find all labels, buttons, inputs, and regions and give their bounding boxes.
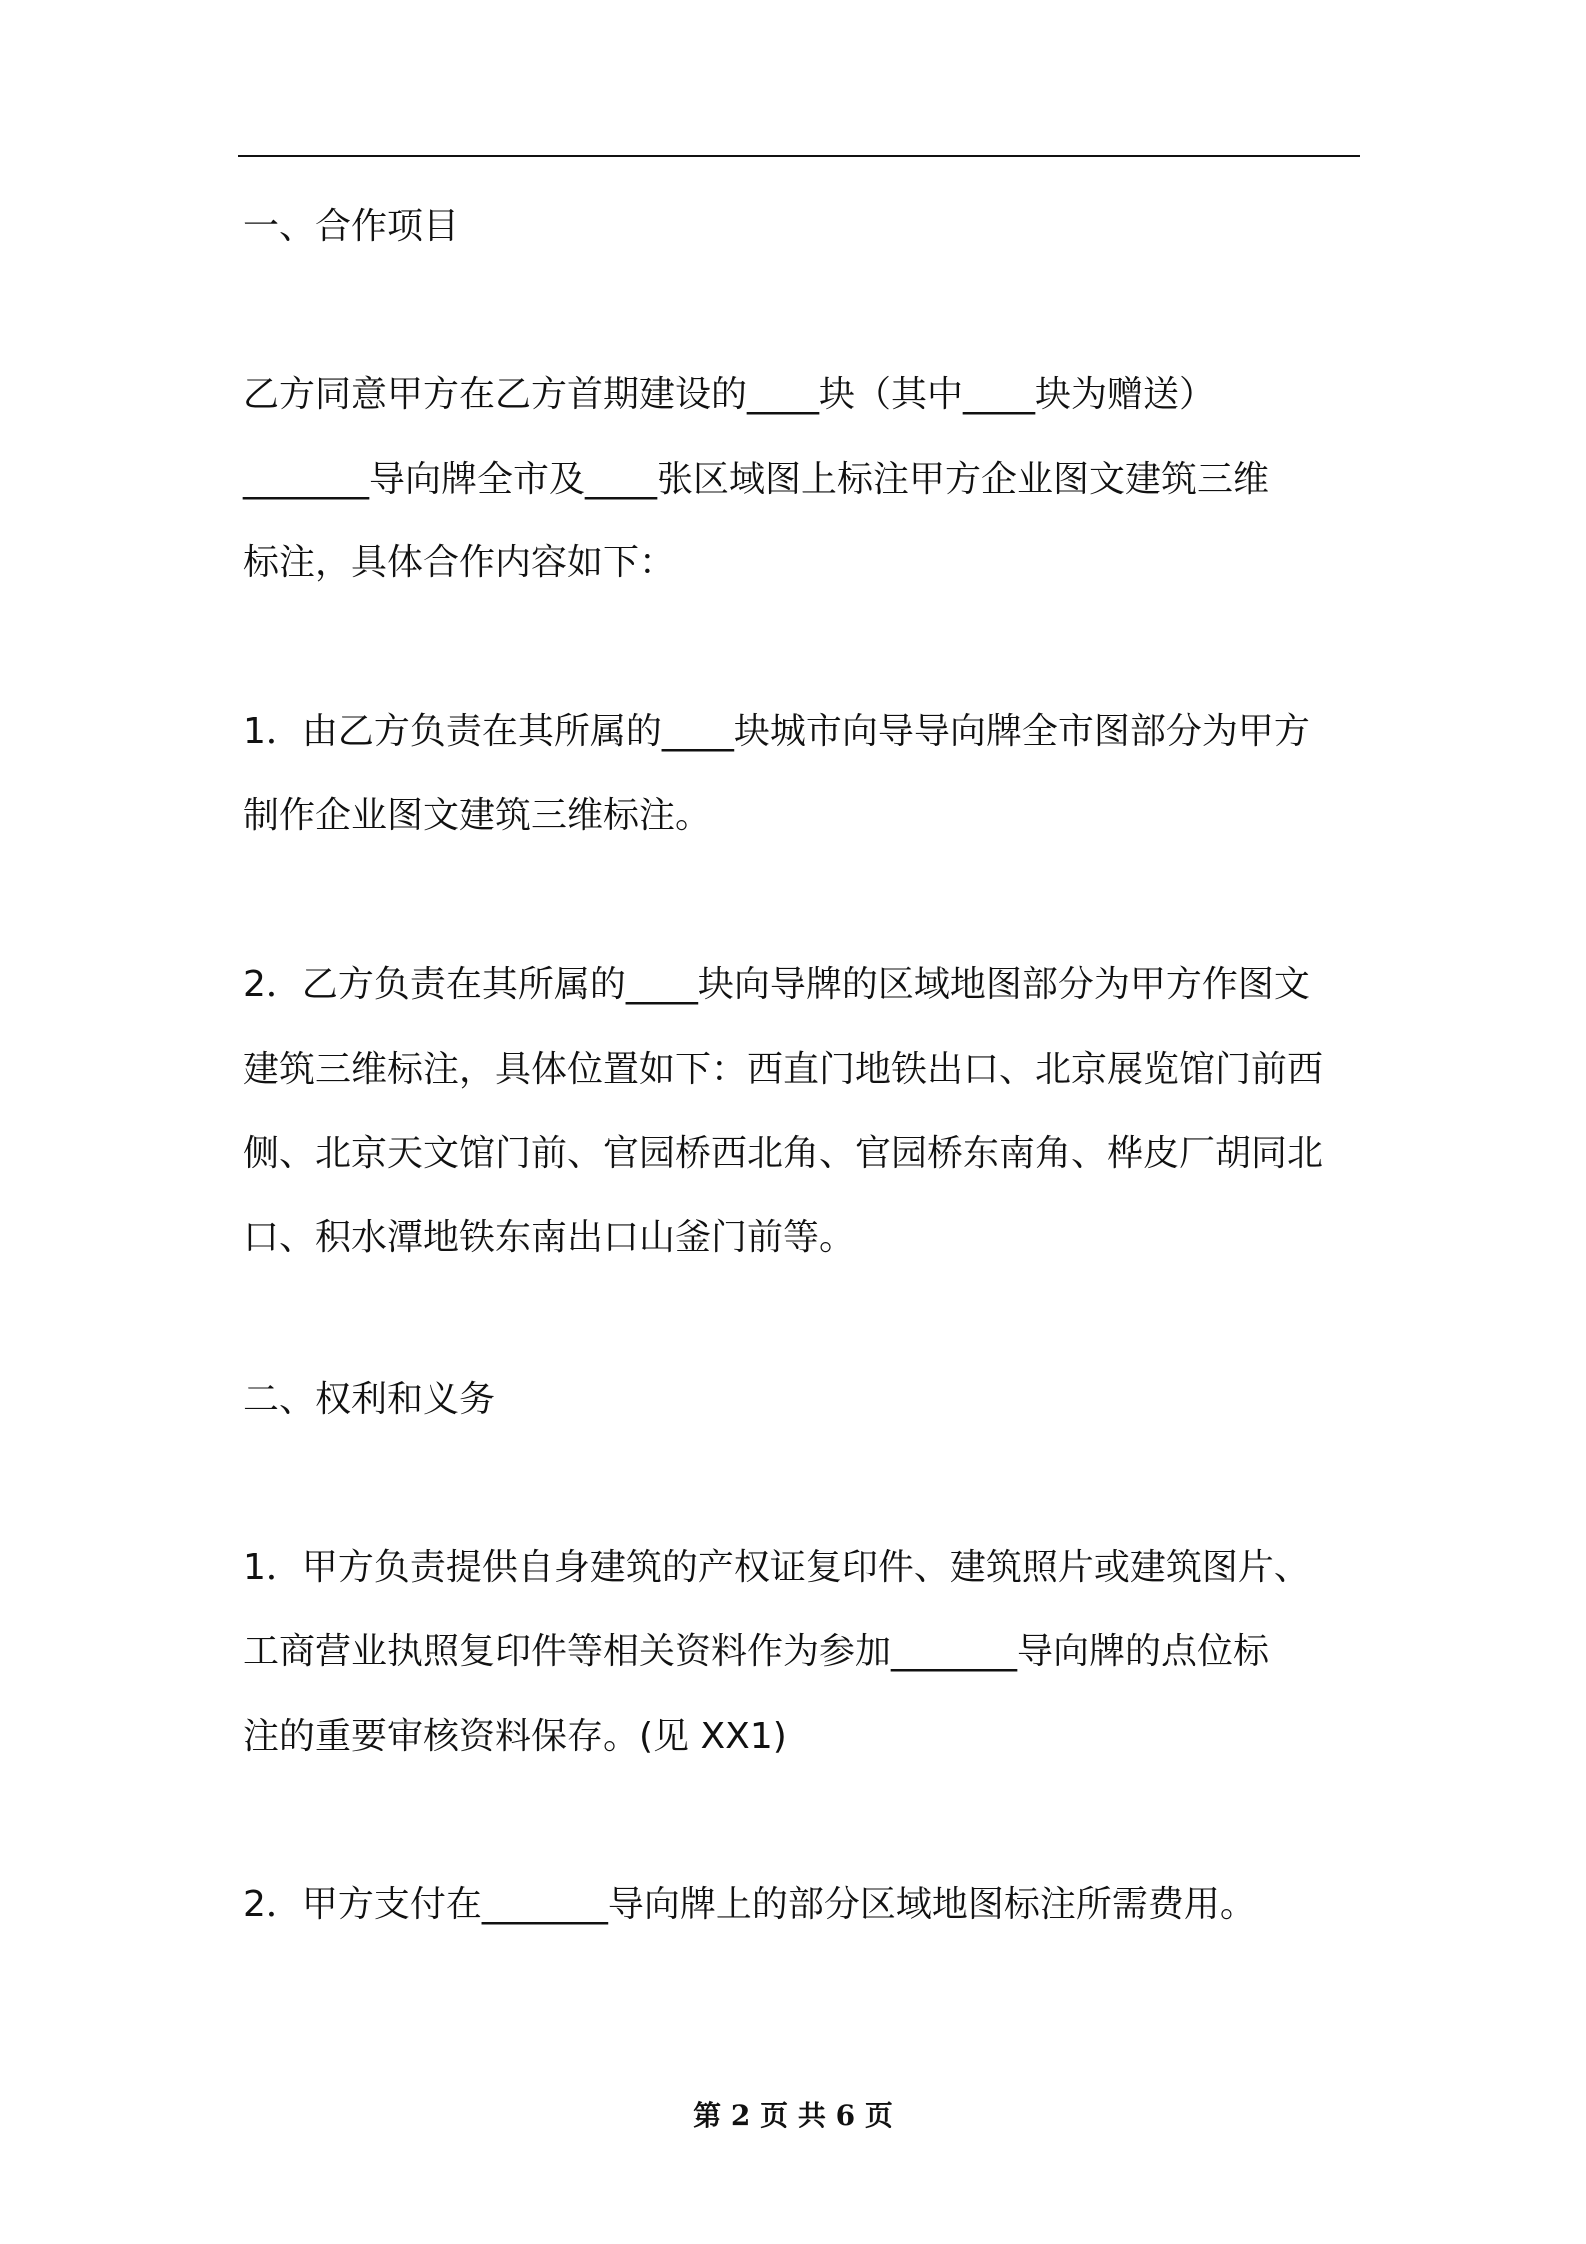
section-heading-cooperation: 一、合作项目: [243, 206, 460, 247]
section-heading-rights: 二、权利和义务: [243, 1379, 496, 1420]
s2-item1-line-1: 1．甲方负责提供自身建筑的产权证复印件、建筑照片或建筑图片、: [243, 1547, 1310, 1588]
s2-item2-line-1: 2．甲方支付在_______导向牌上的部分区域地图标注所需费用。: [243, 1884, 1256, 1925]
s1-item2-line-3: 侧、北京天文馆门前、官园桥西北角、官园桥东南角、桦皮厂胡同北: [243, 1133, 1324, 1174]
s1-item2-line-1: 2．乙方负责在其所属的____块向导牌的区域地图部分为甲方作图文: [243, 964, 1310, 1005]
s2-item1-line-3: 注的重要审核资料保存。(见 XX1): [243, 1716, 787, 1757]
s1-item1-line-1: 1．由乙方负责在其所属的____块城市向导导向牌全市图部分为甲方: [243, 711, 1310, 752]
s1-item1-line-2: 制作企业图文建筑三维标注。: [243, 795, 712, 836]
s1-item2-line-4: 口、积水潭地铁东南出口山釜门前等。: [243, 1217, 856, 1258]
s1-item2-line-2: 建筑三维标注，具体位置如下：西直门地铁出口、北京展览馆门前西: [243, 1049, 1324, 1090]
intro-line-1: 乙方同意甲方在乙方首期建设的____块（其中____块为赠送）: [243, 374, 1216, 415]
intro-line-3: 标注，具体合作内容如下：: [243, 542, 676, 583]
header-rule: [238, 155, 1360, 157]
s2-item1-line-2: 工商营业执照复印件等相关资料作为参加_______导向牌的点位标: [243, 1631, 1270, 1672]
intro-line-2: _______导向牌全市及____张区域图上标注甲方企业图文建筑三维: [243, 459, 1270, 500]
page-number-footer: 第 2 页 共 6 页: [693, 2099, 893, 2132]
